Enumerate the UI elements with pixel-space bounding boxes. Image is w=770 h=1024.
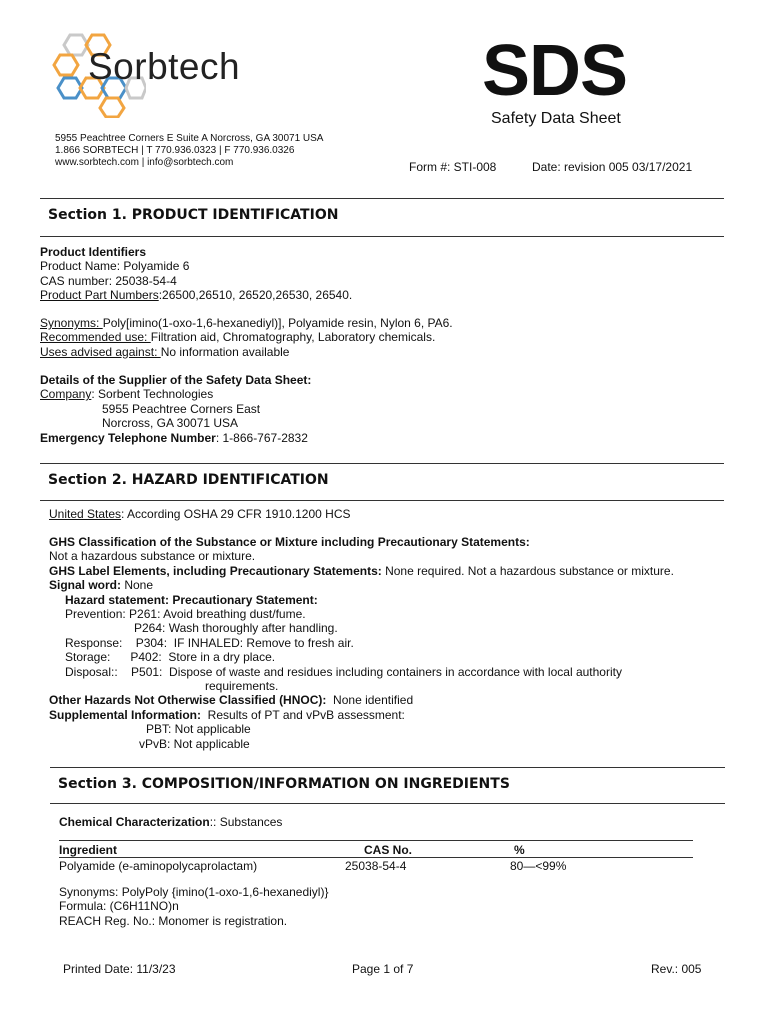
us-regulation [49, 507, 351, 521]
table-header-rule [59, 857, 693, 858]
product-identifiers [40, 245, 352, 303]
ghs-class-label: GHS Classification of the Substance or Mixture including Precautionary Statements: [49, 535, 530, 549]
synonyms-label: Synonyms: [40, 316, 103, 330]
company-row [40, 387, 311, 401]
synonyms: Synonyms: PolyPoly {imino(1-oxo-1,6-hexanediyl)} [59, 885, 329, 899]
uses-label: Uses advised against: [40, 344, 161, 359]
web-line: www.sorbtech.com | info@sorbtech.com [55, 157, 234, 168]
identifiers-label: Product Identifiers [40, 245, 147, 259]
hnoc-value: None identified [326, 693, 414, 708]
printed-date: Printed Date: 11/3/23 [63, 962, 176, 976]
uses-row [40, 345, 453, 359]
ghs-label-row [49, 564, 674, 578]
supplier-details [40, 373, 311, 445]
signal-row [49, 578, 674, 592]
divider [50, 803, 725, 804]
emergency-row [40, 431, 311, 445]
company-address-2: Norcross, GA 30071 USA [102, 416, 239, 431]
char-value: :: Substances [209, 815, 283, 829]
logo-text: Sorbtech [88, 46, 241, 87]
supplier-label: Details of the Supplier of the Safety Data Sheet: [40, 373, 312, 387]
signal-value: None [121, 578, 154, 593]
synonyms-row [40, 316, 453, 330]
pbt: PBT: Not applicable [146, 722, 251, 737]
section-1-heading: Section 1. PRODUCT IDENTIFICATION [48, 207, 339, 223]
hazard-statement: Hazard statement: Precautionary Statement: [65, 592, 318, 607]
ghs-label-label: GHS Label Elements, including Precautionary Statements: [49, 563, 382, 578]
composition-notes [59, 885, 328, 928]
header-cas: CAS No. [364, 843, 412, 857]
chemical-characterization [59, 815, 282, 829]
sds-subtitle: Safety Data Sheet [491, 110, 621, 127]
supp-row [49, 708, 674, 722]
table-top-rule [59, 840, 693, 841]
part-numbers-label: Product Part Numbers [40, 288, 159, 303]
address-line: 5955 Peachtree Corners E Suite A Norcross, GA 30071 USA [55, 133, 324, 144]
prevention-2: P264: Wash thoroughly after handling. [134, 621, 338, 636]
divider [40, 463, 724, 464]
cell-cas: 25038-54-4 [345, 859, 407, 873]
revision-date: Date: revision 005 03/17/2021 [532, 160, 693, 174]
form-number: Form #: STI-008 [409, 160, 497, 174]
company-logo [46, 28, 286, 118]
product-uses [40, 316, 453, 359]
prevention-1: Prevention: P261: Avoid breathing dust/fume. [65, 607, 306, 622]
cas-number: CAS number: 25038-54-4 [40, 273, 177, 288]
reach: REACH Reg. No.: Monomer is registration. [59, 913, 288, 928]
vpvb: vPvB: Not applicable [139, 736, 250, 751]
company-value: : Sorbent Technologies [91, 387, 214, 402]
ghs-label-value: None required. Not a hazardous substance or mixture. [381, 563, 674, 578]
ingredients-table [59, 843, 699, 873]
signal-label: Signal word: [49, 578, 121, 593]
response: Response: P304: IF INHALED: Remove to fresh air. [65, 635, 354, 650]
hnoc-row [49, 693, 674, 707]
divider [40, 198, 724, 199]
header-percent: % [514, 843, 525, 857]
uses-value: No information available [160, 344, 290, 359]
recommended-value: Filtration aid, Chromatography, Laboratory chemicals. [150, 330, 436, 345]
ghs-class-value: Not a hazardous substance or mixture. [49, 549, 256, 564]
disposal: Disposal:: P501: Dispose of waste and residues including containers in accordance with local authority [65, 664, 622, 679]
divider [40, 236, 724, 237]
storage: Storage: P402: Store in a dry place. [65, 650, 276, 665]
divider [40, 500, 724, 501]
recommended-row [40, 330, 453, 344]
company-address [55, 133, 323, 169]
hazard-block [49, 535, 674, 751]
sds-title: SDS [482, 31, 628, 111]
product-name: Product Name: Polyamide 6 [40, 259, 190, 274]
section-2-heading: Section 2. HAZARD IDENTIFICATION [48, 472, 329, 488]
char-label: Chemical Characterization [59, 815, 210, 829]
disposal-cont: requirements. [205, 679, 279, 694]
header-ingredient: Ingredient [59, 843, 118, 857]
part-numbers-value: :26500,26510, 26520,26530, 26540. [158, 288, 353, 303]
us-value: : According OSHA 29 CFR 1910.1200 HCS [121, 507, 351, 521]
recommended-label: Recommended use: [40, 330, 151, 345]
page-number: Page 1 of 7 [352, 962, 414, 976]
synonyms-value: Poly[imino(1-oxo-1,6-hexanediyl)], Polyamide resin, Nylon 6, PA6. [102, 316, 453, 330]
table-row [59, 859, 699, 873]
supp-value: Results of PT and vPvB assessment: [201, 707, 405, 722]
revision-number: Rev.: 005 [651, 962, 702, 976]
us-label: United States [49, 507, 122, 521]
supp-label: Supplemental Information: [49, 707, 202, 722]
formula: Formula: (C6H11NO)n [59, 899, 179, 914]
cell-percent: 80—<99% [510, 859, 567, 873]
emergency-label: Emergency Telephone Number [40, 430, 216, 445]
divider [50, 767, 725, 768]
phone-line: 1.866 SORBTECH | T 770.936.0323 | F 770.936.0326 [55, 145, 295, 156]
company-label: Company [40, 387, 92, 402]
cell-ingredient: Polyamide (e-aminopolycaprolactam) [59, 859, 258, 873]
table-header-row [59, 843, 699, 857]
emergency-value: : 1-866-767-2832 [215, 430, 308, 445]
company-address-1: 5955 Peachtree Corners East [102, 401, 261, 416]
part-numbers [40, 288, 352, 302]
section-3-heading: Section 3. COMPOSITION/INFORMATION ON INGREDIENTS [58, 776, 510, 792]
hnoc-label: Other Hazards Not Otherwise Classified (HNOC): [49, 693, 327, 708]
